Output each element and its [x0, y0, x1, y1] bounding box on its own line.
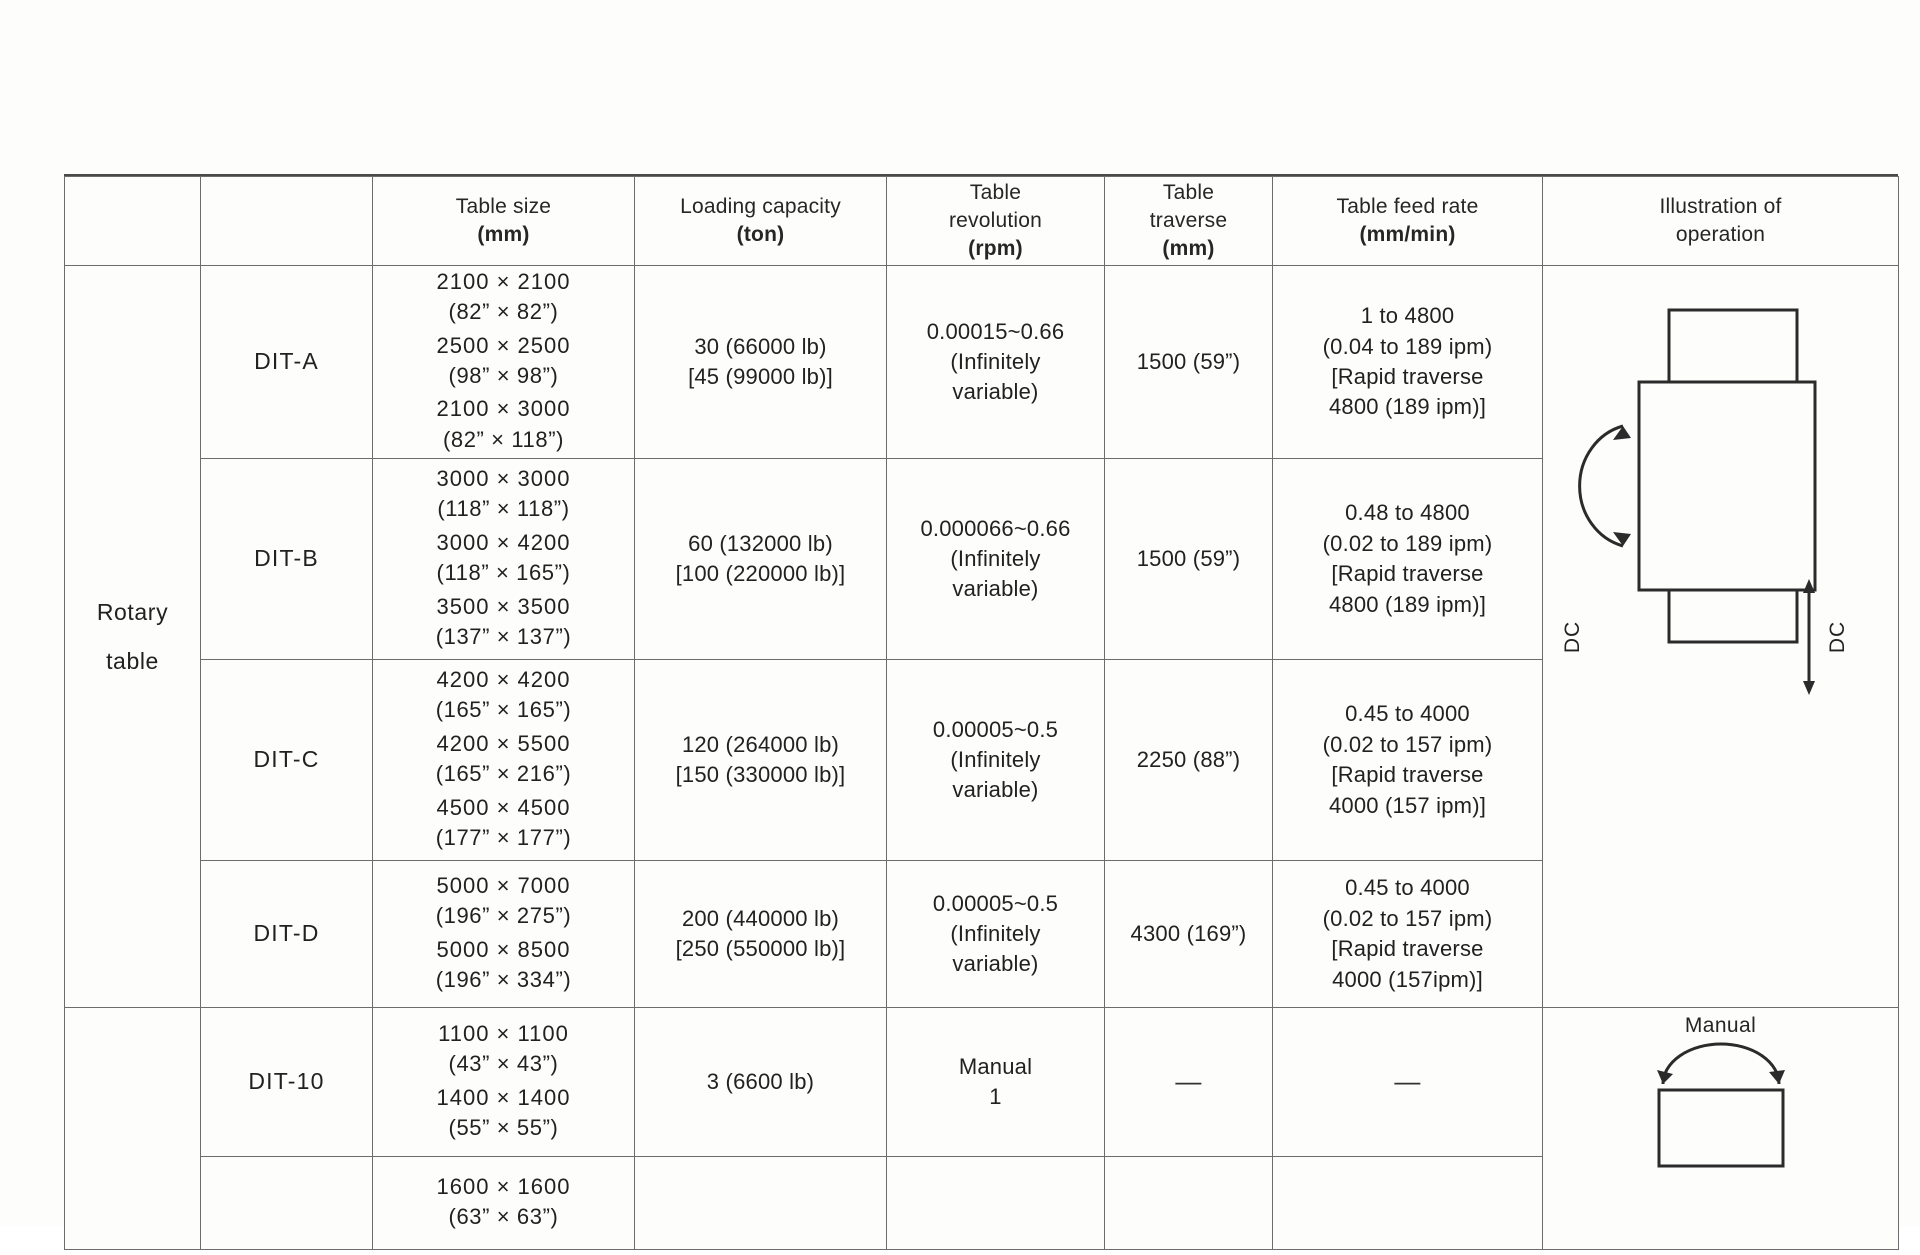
loading-capacity-line: 3 (6600 lb) — [706, 1068, 815, 1094]
table-size-entry — [373, 1083, 634, 1144]
table-feed-rate-line: 0.45 to 4000 — [1345, 875, 1470, 901]
dc-label-left: DC — [1561, 620, 1585, 653]
table-revolution-line: 0.000066~0.66 — [920, 515, 1071, 541]
table-traverse-cell — [1105, 459, 1273, 660]
table-size-mm: 2100 × 2100 — [436, 269, 571, 294]
table-size-entry — [373, 1019, 634, 1080]
table-feed-rate-line: (0.02 to 157 ipm) — [1322, 731, 1493, 757]
header-loading-capacity-unit: (ton) — [736, 223, 785, 246]
table-feed-rate-line: [Rapid traverse — [1331, 561, 1484, 587]
header-illustration-line2: operation — [1675, 223, 1766, 246]
header-model-blank — [201, 177, 373, 266]
table-size-inch: (165” × 165”) — [435, 697, 572, 723]
table-size-cell — [373, 1008, 635, 1157]
table-feed-rate-line: [Rapid traverse — [1331, 364, 1484, 390]
manual-label: Manual — [1684, 1014, 1757, 1038]
loading-capacity-cell — [635, 660, 887, 861]
header-loading-capacity-line1: Loading capacity — [680, 195, 841, 219]
table-feed-rate-cell — [1273, 1008, 1543, 1157]
table-size-mm: 1400 × 1400 — [436, 1084, 571, 1110]
loading-capacity-line: [100 (220000 lb)] — [675, 561, 846, 587]
table-size-cell — [373, 660, 635, 861]
header-table-feed-rate-line1: Table feed rate — [1336, 195, 1479, 219]
table-feed-rate-cell — [1273, 660, 1543, 861]
table-revolution-cell — [887, 660, 1105, 861]
table-feed-rate-cell — [1273, 459, 1543, 660]
table-size-entry — [373, 394, 634, 455]
table-traverse-line: — — [1175, 1066, 1202, 1097]
rotary-table-specification-table — [64, 176, 1899, 1250]
table-revolution-line: variable) — [952, 379, 1039, 405]
table-feed-rate-line: 1 to 4800 — [1360, 303, 1455, 329]
table-feed-rate-line: 0.48 to 4800 — [1345, 500, 1470, 526]
header-table-traverse-unit: (mm) — [1162, 236, 1215, 260]
table-size-cell — [373, 266, 635, 459]
rotary-table-diagram-svg — [1551, 266, 1891, 826]
table-revolution-cell — [887, 266, 1105, 459]
table-size-inch: (82” × 82”) — [448, 299, 559, 325]
loading-capacity-cell — [635, 459, 887, 660]
table-feed-rate-line: 4800 (189 ipm)] — [1328, 394, 1487, 420]
rotation-arc-arrow-icon — [1579, 426, 1622, 546]
header-table-feed-rate-unit: (mm/min) — [1359, 223, 1456, 246]
table-traverse-line: 2250 (88”) — [1136, 746, 1241, 772]
table-size-entry — [373, 871, 634, 932]
table-size-mm: 2500 × 2500 — [436, 332, 571, 358]
loading-capacity-line: 120 (264000 lb) — [681, 731, 840, 757]
table-traverse-cell — [1105, 861, 1273, 1008]
table-size-inch: (196” × 334”) — [435, 967, 572, 993]
table-size-inch: (43” × 43”) — [448, 1051, 559, 1077]
table-revolution-line: Manual — [958, 1053, 1033, 1079]
table-lower-extension-shape — [1669, 590, 1797, 642]
table-feed-rate-cell — [1273, 266, 1543, 459]
header-table-revolution-line1: Table — [969, 181, 1022, 205]
table-size-entry — [373, 267, 634, 328]
loading-capacity-line: 30 (66000 lb) — [694, 333, 827, 359]
table-revolution-line: (Infinitely — [950, 746, 1041, 772]
rotary-table-illustration — [1543, 266, 1898, 1007]
table-size-entry — [373, 331, 634, 392]
header-table-feed-rate — [1273, 177, 1543, 266]
table-size-mm: 4200 × 5500 — [436, 730, 571, 756]
header-table-revolution — [887, 177, 1105, 266]
table-feed-rate-line: — — [1394, 1066, 1421, 1097]
table-size-mm: 5000 × 8500 — [436, 936, 571, 962]
table-size-inch: (82” × 118”) — [442, 426, 565, 452]
table-row — [65, 266, 1899, 459]
manual-arrow-head-right — [1769, 1070, 1785, 1084]
header-table-revolution-line2: revolution — [948, 209, 1043, 233]
table-feed-rate-line: 4800 (189 ipm)] — [1328, 591, 1487, 617]
table-size-inch: (98” × 98”) — [448, 363, 559, 389]
table-row — [65, 1008, 1899, 1157]
table-size-inch: (196” × 275”) — [435, 903, 572, 929]
table-size-mm: 3500 × 3500 — [436, 593, 571, 619]
table-revolution-line: (Infinitely — [950, 545, 1041, 571]
model-name-cell: DIT-B — [201, 459, 373, 660]
model-name-cell: DIT-C — [201, 660, 373, 861]
row-group-label-blank — [65, 1008, 201, 1250]
table-revolution-cell — [887, 1157, 1105, 1250]
table-feed-rate-line: 4000 (157ipm)] — [1332, 966, 1483, 992]
loading-capacity-cell — [635, 266, 887, 459]
table-size-mm: 5000 × 7000 — [436, 872, 571, 898]
header-illustration-line1: Illustration of — [1659, 195, 1782, 219]
table-revolution-line: variable) — [952, 951, 1039, 977]
illustration-cell-manual — [1543, 1008, 1899, 1250]
table-traverse-cell — [1105, 660, 1273, 861]
table-size-mm: 3000 × 3000 — [436, 466, 571, 492]
manual-table-body-shape — [1659, 1090, 1783, 1166]
table-size-mm: 1600 × 1600 — [436, 1173, 571, 1199]
group-label-line1: Rotary — [96, 599, 169, 626]
loading-capacity-cell — [635, 1157, 887, 1250]
table-traverse-cell — [1105, 1157, 1273, 1250]
table-feed-rate-line: (0.02 to 189 ipm) — [1322, 530, 1493, 556]
table-size-inch: (177” × 177”) — [435, 824, 572, 850]
loading-capacity-cell — [635, 861, 887, 1008]
table-feed-rate-line: 4000 (157 ipm)] — [1328, 792, 1487, 818]
header-table-size — [373, 177, 635, 266]
table-upper-extension-shape — [1669, 310, 1797, 382]
loading-capacity-cell — [635, 1008, 887, 1157]
table-feed-rate-cell — [1273, 1157, 1543, 1250]
header-table-size-line1: Table size — [455, 195, 552, 219]
group-label-line2: table — [106, 647, 159, 674]
table-feed-rate-line: 0.45 to 4000 — [1345, 701, 1470, 727]
table-size-entry — [373, 528, 634, 589]
table-size-cell — [373, 459, 635, 660]
table-revolution-line: 0.00015~0.66 — [926, 318, 1065, 344]
table-body — [65, 266, 1899, 1250]
table-size-entry — [373, 793, 634, 854]
table-revolution-cell — [887, 459, 1105, 660]
header-table-revolution-unit: (rpm) — [968, 236, 1023, 260]
manual-table-illustration — [1543, 1002, 1898, 1255]
table-revolution-cell — [887, 1008, 1105, 1157]
table-revolution-line: variable) — [952, 576, 1039, 602]
model-name-cell: DIT-10 — [201, 1008, 373, 1157]
table-size-inch: (118” × 165”) — [436, 560, 571, 586]
table-size-cell — [373, 861, 635, 1008]
table-size-mm: 4500 × 4500 — [436, 794, 571, 820]
table-size-inch: (165” × 216”) — [435, 761, 572, 787]
table-revolution-cell — [887, 861, 1105, 1008]
illustration-cell-rotary — [1543, 266, 1899, 1008]
table-size-cell — [373, 1157, 635, 1250]
row-group-label-rotary-table — [65, 266, 201, 1008]
table-size-inch: (137” × 137”) — [435, 623, 572, 649]
table-size-entry — [373, 935, 634, 996]
table-traverse-line: 1500 (59”) — [1136, 348, 1241, 374]
table-traverse-cell — [1105, 1008, 1273, 1157]
header-illustration — [1543, 177, 1899, 266]
table-size-mm: 4200 × 4200 — [436, 667, 571, 693]
loading-capacity-line: 200 (440000 lb) — [681, 905, 840, 931]
table-revolution-line: (Infinitely — [950, 348, 1041, 374]
manual-arc-icon — [1663, 1044, 1779, 1084]
dc-label-right: DC — [1825, 620, 1849, 653]
table-size-entry — [373, 665, 634, 726]
table-size-entry — [373, 464, 634, 525]
model-name-cell: DIT-D — [201, 861, 373, 1008]
table-feed-rate-line: [Rapid traverse — [1331, 762, 1484, 788]
table-feed-rate-line: [Rapid traverse — [1331, 936, 1484, 962]
loading-capacity-line: 60 (132000 lb) — [688, 530, 833, 556]
table-size-inch: (55” × 55”) — [448, 1115, 559, 1141]
table-revolution-line: 0.00005~0.5 — [932, 890, 1059, 916]
model-name-cell: DIT-A — [201, 266, 373, 459]
header-table-size-unit: (mm) — [477, 223, 530, 246]
header-loading-capacity — [635, 177, 887, 266]
table-size-mm: 1100 × 1100 — [438, 1020, 569, 1046]
table-size-entry — [373, 1172, 634, 1233]
table-traverse-line: 1500 (59”) — [1136, 545, 1241, 571]
table-revolution-line: variable) — [952, 777, 1039, 803]
table-revolution-line: (Infinitely — [950, 920, 1041, 946]
loading-capacity-line: [150 (330000 lb)] — [675, 762, 846, 788]
table-feed-rate-line: (0.04 to 189 ipm) — [1322, 333, 1493, 359]
table-feed-rate-cell — [1273, 861, 1543, 1008]
model-name-cell — [201, 1157, 373, 1250]
loading-capacity-line: [250 (550000 lb)] — [675, 936, 846, 962]
table-traverse-cell — [1105, 266, 1273, 459]
table-revolution-line: 1 — [989, 1084, 1002, 1110]
table-size-inch: (118” × 118”) — [437, 496, 570, 522]
loading-capacity-line: [45 (99000 lb)] — [688, 364, 833, 390]
header-table-traverse-line1: Table — [1162, 181, 1215, 205]
table-size-entry — [373, 592, 634, 653]
table-size-mm: 3000 × 4200 — [436, 529, 571, 555]
table-traverse-line: 4300 (169”) — [1130, 920, 1247, 946]
table-size-inch: (63” × 63”) — [448, 1204, 559, 1230]
table-header-row — [65, 177, 1899, 266]
manual-table-diagram-svg — [1611, 1040, 1831, 1170]
table-feed-rate-line: (0.02 to 157 ipm) — [1322, 905, 1493, 931]
table-size-entry — [373, 729, 634, 790]
table-revolution-line: 0.00005~0.5 — [932, 716, 1059, 742]
table-body-shape — [1639, 382, 1815, 590]
header-group-blank — [65, 177, 201, 266]
header-table-traverse — [1105, 177, 1273, 266]
header-table-traverse-line2: traverse — [1149, 209, 1228, 233]
manual-arrow-head-left — [1657, 1070, 1673, 1084]
table-size-mm: 2100 × 3000 — [436, 396, 571, 422]
